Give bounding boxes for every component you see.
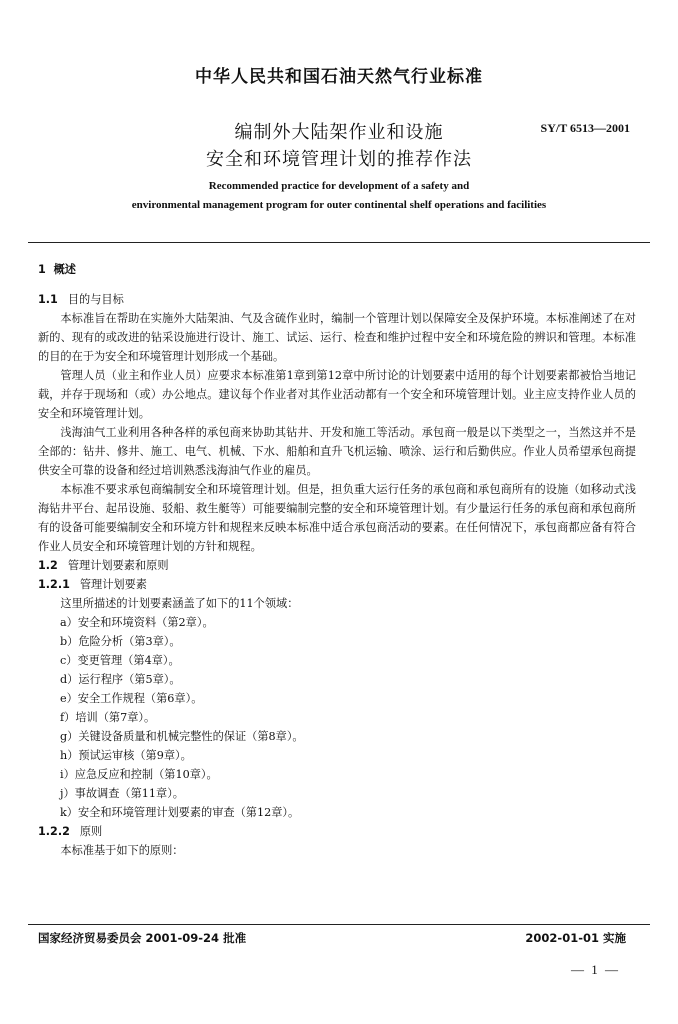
implementation-date: 2002-01-01 实施 [525,931,626,945]
header-divider [28,242,650,243]
list-item: f）培训（第7章）。 [60,711,156,724]
section-title: 原则 [79,825,103,838]
section-1-2-1-heading [38,575,636,594]
paragraph: 本标准基于如下的原则： [60,844,184,857]
section-1-heading [38,260,636,279]
list-item: b）危险分析（第3章）。 [60,635,181,648]
list-item: k）安全和环境管理计划要素的审查（第12章）。 [60,806,300,819]
list-item: g）关键设备质量和机械完整性的保证（第8章）。 [60,730,304,743]
list-item: c）变更管理（第4章）。 [60,654,180,667]
page-number: — 1 — [571,962,620,977]
section-number: 1 [38,263,46,276]
english-title-line1: Recommended practice for development of a safety and [208,180,470,192]
list-item: e）安全工作规程（第6章）。 [60,692,203,705]
issuing-organization: 中华人民共和国石油天然气行业标准 [195,67,483,87]
paragraph: 本标准旨在帮助在实施外大陆架油、气及含硫作业时，编制一个管理计划以保障安全及保护环境。本标准阐述了在对新的、现有的或改进的钻采设施进行设计、施工、试运、运行、检查和维护过程中安全和环境危险的辨识和管理。本标准的目的在于为安全和环境管理计划形成一个基础。 [38,312,636,363]
section-1-1-heading [38,290,636,309]
list-item: i）应急反应和控制（第10章）。 [60,768,218,781]
section-title: 概述 [53,263,76,276]
english-title-line2: environmental management program for outer continental shelf operations and facilities [131,199,547,211]
document-body [38,256,636,860]
paragraph: 本标准不要求承包商编制安全和环境管理计划。但是，担负重大运行任务的承包商和承包商所有的设施（如移动式浅海钻井平台、起吊设施、驳船、救生艇等）可能要编制完整的安全和环境管理计划。有少量运行任务的承包商和承包商所有的设备可能要编制安全和环境方针和规程来反映本标准中适合承包商活动的要素。在任何情况下，承包商都应备有符合作业人员安全和环境管理计划的方针和规程。 [38,483,636,553]
section-title: 管理计划要素 [79,578,147,591]
list-item: j）事故调查（第11章）。 [60,787,184,800]
paragraph: 这里所描述的计划要素涵盖了如下的11个领域： [60,597,299,610]
section-number: 1.1 [38,293,58,306]
footer-divider [28,924,650,925]
section-number: 1.2.2 [38,825,70,838]
section-title: 目的与目标 [67,293,124,306]
paragraph: 浅海油气工业利用各种各样的承包商来协助其钻井、开发和施工等活动。承包商一般是以下类型之一，当然这并不是全部的：钻井、修井、施工、电气、机械、下水、船舶和直升飞机运输、喷涂、运行和后勤供应。作业人员希望承包商提供安全可靠的设备和经过培训熟悉浅海油气作业的雇员。 [38,426,636,477]
paragraph: 管理人员（业主和作业人员）应要求本标准第1章到第12章中所讨论的计划要素中适用的每个计划要素都被恰当地记载，并存于现场和（或）办公地点。建议每个作业者对其作业活动都有一个安全和环境管理计划。业主应支持作业人员的安全和环境管理计划。 [38,369,636,420]
list-item: d）运行程序（第5章）。 [60,673,181,686]
approval-statement: 国家经济贸易委员会 2001-09-24 批准 [38,931,247,945]
section-title: 管理计划要素和原则 [67,559,169,572]
standard-code: SY/T 6513—2001 [540,121,630,135]
list-item: h）预试运审核（第9章）。 [60,749,192,762]
section-number: 1.2 [38,559,58,572]
section-number: 1.2.1 [38,578,70,591]
document-title-line2: 安全和环境管理计划的推荐作法 [206,149,472,170]
program-elements-list [38,613,636,822]
section-1-2-heading [38,556,636,575]
list-item: a）安全和环境资料（第2章）。 [60,616,214,629]
document-title-line1: 编制外大陆架作业和设施 [234,122,444,143]
section-1-2-2-heading [38,822,636,841]
